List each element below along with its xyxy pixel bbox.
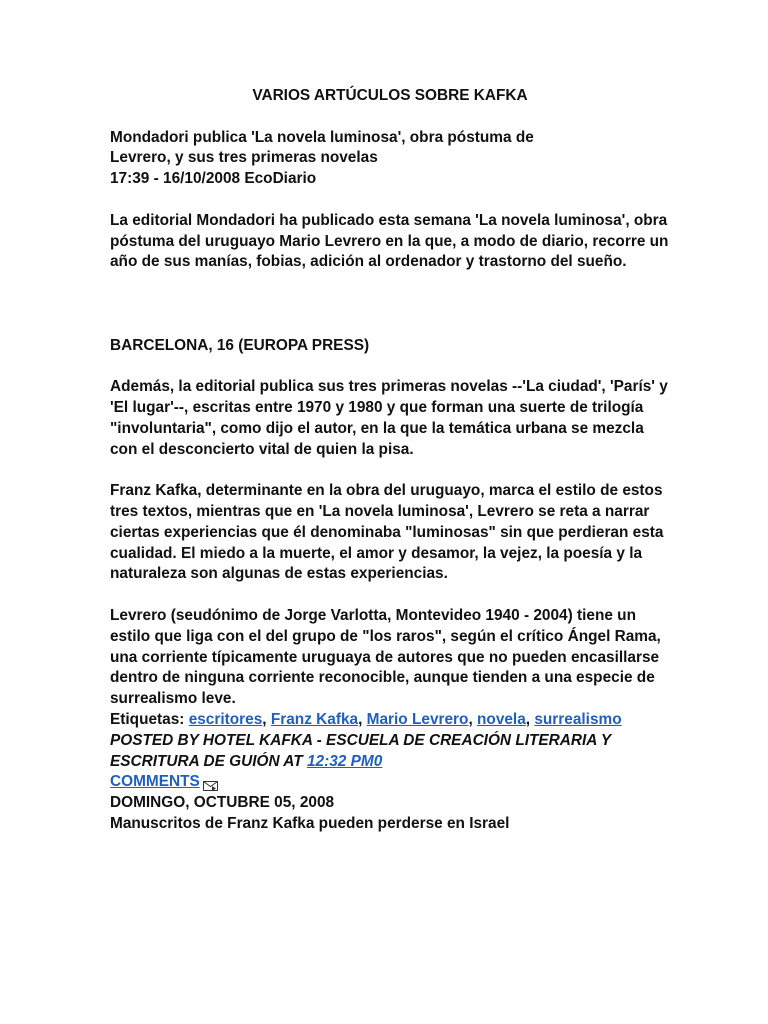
headline-line-1: Mondadori publica 'La novela luminosa', obra póstuma de [110,128,534,146]
comments-link[interactable]: COMMENTS [110,773,200,791]
email-post-icon[interactable] [203,777,218,787]
comments-row [110,772,670,793]
posted-by: POSTED BY HOTEL KAFKA - ESCUELA DE CREACIÓN LITERARIA Y ESCRITURA DE GUIÓN AT [110,731,611,770]
location-line: BARCELONA, 16 (EUROPA PRESS) [110,336,370,354]
page-title: VARIOS ARTÚCULOS SOBRE KAFKA [252,87,528,104]
next-post-date: DOMINGO, OCTUBRE 05, 2008 [110,794,335,812]
dateline: 17:39 - 16/10/2008 EcoDiario [110,170,317,188]
label-link-novela[interactable]: novela [477,710,526,728]
labels-prefix: Etiquetas: [110,710,189,728]
next-post-title: Manuscritos de Franz Kafka pueden perderse en Israel [110,814,510,832]
body-paragraph-3: Levrero (seudónimo de Jorge Varlotta, Montevideo 1940 - 2004) tiene un estilo que liga con el del grupo de "los raros", según el crítico Ángel Rama, una corriente típicamente uruguaya de autores que no pueden encasillarse dentro de ninguna corriente reconocible, aunque tienden a una especie de surrealismo leve. [110,606,661,708]
body-paragraph-1: Además, la editorial publica sus tres primeras novelas --'La ciudad', 'París' y 'El lugar'--, escritas entre 1970 y 1980 y que forman una suerte de trilogía "involuntaria", como dijo el autor, en la que la temática urbana se mezcla con el desconcierto vital de quien la pisa. [110,378,668,458]
label-link-mario-levrero[interactable]: Mario Levrero [366,710,469,728]
post-footer [110,731,670,773]
body-paragraph-2: Franz Kafka, determinante en la obra del uruguayo, marca el estilo de estos tres textos, mientras que en 'La novela luminosa', Levrero se reta a narrar ciertas experiencias que él denominaba "luminosas" sin que perdieran esta cualidad. El miedo a la muerte, el amor y desamor, la vejez, la poesía y la naturaleza son algunas de estas experiencias. [110,482,664,583]
article-page [110,86,670,835]
label-link-franz-kafka[interactable]: Franz Kafka [270,710,359,728]
headline-line-2: Levrero, y sus tres primeras novelas [110,149,378,167]
comments-count-link[interactable]: 0 [373,752,383,770]
labels-line: Etiquetas: escritores, Franz Kafka, Mario Levrero, novela, surrealismo [110,710,622,728]
label-link-surrealismo[interactable]: surrealismo [534,710,622,728]
post-time-link[interactable]: 12:32 PM [306,752,374,770]
headline [110,128,670,190]
lead-paragraph: La editorial Mondadori ha publicado esta semana 'La novela luminosa', obra póstuma del uruguayo Mario Levrero en la que, a modo de diario, recorre un año de sus manías, fobias, adición al ordenador y trastorno del sueño. [110,211,669,271]
label-link-escritores[interactable]: escritores [188,710,263,728]
